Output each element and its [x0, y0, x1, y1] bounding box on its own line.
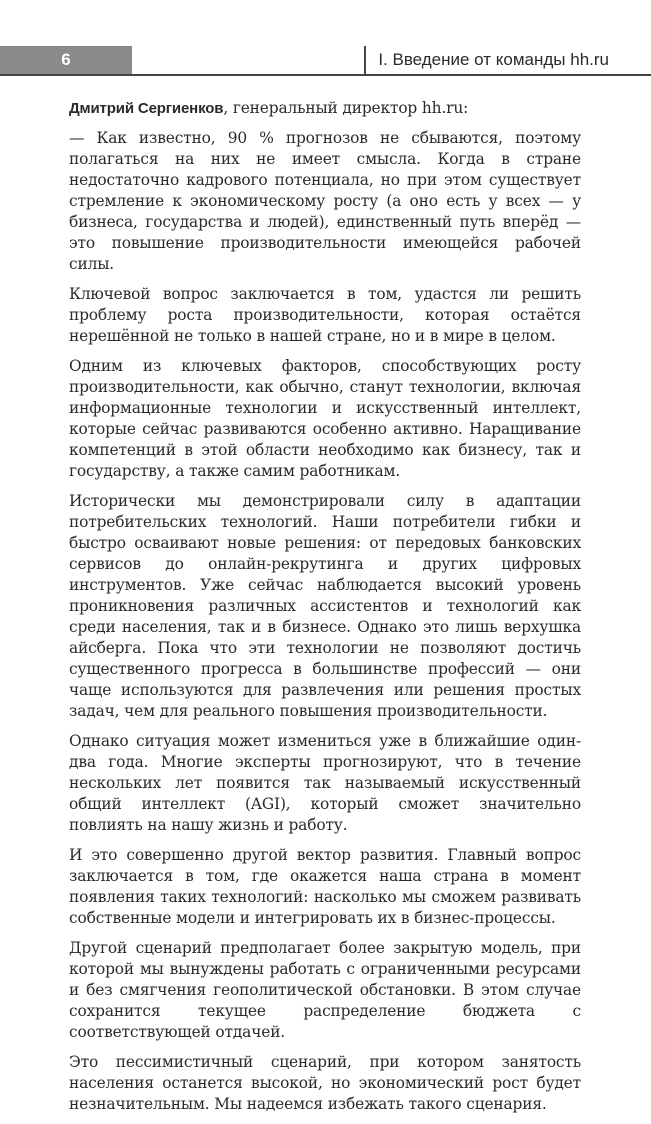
page-body [69, 98, 581, 1124]
running-header [0, 46, 651, 76]
paragraph: Ключевой вопрос заключается в том, удастся ли решить проблему роста производительности, которая остаётся нерешённой не только в нашей стране, но и в мире в целом. [69, 285, 581, 345]
page-number: 6 [0, 46, 132, 74]
paragraph: И это совершенно другой вектор развития. Главный вопрос заключается в том, где окажется наша страна в момент появления таких технологий: насколько мы сможем развивать собственные модели и интегрировать их в бизнес-процессы. [69, 846, 581, 927]
speaker-role: , генеральный директор hh.ru: [223, 99, 469, 117]
section-title: I. Введение от команды hh.ru [364, 46, 609, 74]
paragraph: Исторически мы демонстрировали силу в адаптации потребительских технологий. Наши потребители гибки и быстро осваивают новые решения: от передовых банковских сервисов до онлайн-рекрутинга и других цифровых инструментов. Уже сейчас наблюдается высокий уровень проникновения различных ассистентов и технологий как среди населения, так и в бизнесе. Однако это лишь верхушка айсберга. Пока что эти технологии не позволяют достичь существенного прогресса в большинстве профессий — они чаще используются для развлечения или решения простых задач, чем для реального повышения производительности. [69, 492, 581, 720]
paragraph: Другой сценарий предполагает более закрытую модель, при которой мы вынуждены работать с ограниченными ресурсами и без смягчения геополитической обстановки. В этом случае сохранится текущее распределение бюджета с соответствующей отдачей. [69, 939, 581, 1041]
paragraph-quote-start: — Как известно, 90 % прогнозов не сбываются, поэтому полагаться на них не имеет смысла. Когда в стране недостаточно кадрового потенциала, но при этом существует стремление к экономическому росту (а оно есть у всех — у бизнеса, государства и людей), единственный путь вперёд — это повышение производительности имеющейся рабочей силы. [69, 129, 581, 273]
paragraph: Это пессимистичный сценарий, при котором занятость населения останется высокой, но экономический рост будет незначительным. Мы надеемся избежать такого сценария. [69, 1053, 581, 1113]
paragraph: Однако ситуация может измениться уже в ближайшие один-два года. Многие эксперты прогнозируют, что в течение нескольких лет появится так называемый искусственный общий интеллект (AGI), который сможет значительно повлиять на нашу жизнь и работу. [69, 732, 581, 834]
speaker-name: Дмитрий Сергиенков [69, 100, 224, 117]
paragraph: Одним из ключевых факторов, способствующих росту производительности, как обычно, станут технологии, включая информационные технологии и искусственный интеллект, которые сейчас развиваются особенно активно. Наращивание компетенций в этой области необходимо как бизнесу, так и государству, а также самим работникам. [69, 357, 581, 480]
speaker-intro [69, 98, 581, 119]
